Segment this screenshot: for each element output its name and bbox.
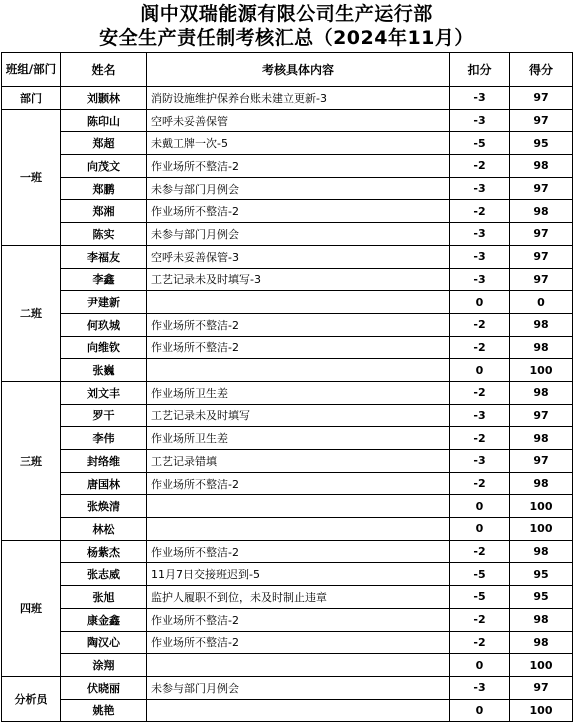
score-cell: 98 <box>510 381 573 404</box>
deduction-cell: -2 <box>450 381 510 404</box>
report-title: 安全生产责任制考核汇总（2024年11月） <box>99 27 474 49</box>
detail-cell: 工艺记录错填 <box>147 450 450 473</box>
deduction-cell: 0 <box>450 654 510 677</box>
name-cell: 张志威 <box>61 563 147 586</box>
deduction-cell: -5 <box>450 586 510 609</box>
detail-cell: 作业场所不整洁-2 <box>147 631 450 654</box>
score-cell: 97 <box>510 245 573 268</box>
group-cell: 三班 <box>2 381 61 540</box>
name-cell: 向维钦 <box>61 336 147 359</box>
score-cell: 98 <box>510 608 573 631</box>
detail-cell <box>147 359 450 382</box>
score-cell: 100 <box>510 654 573 677</box>
deduction-cell: -5 <box>450 132 510 155</box>
table-row <box>2 540 573 563</box>
table-row <box>2 518 573 541</box>
deduction-cell: 0 <box>450 699 510 722</box>
score-cell: 98 <box>510 200 573 223</box>
detail-cell: 作业场所不整洁-2 <box>147 200 450 223</box>
table-row <box>2 404 573 427</box>
table-row <box>2 200 573 223</box>
deduction-cell: -2 <box>450 540 510 563</box>
name-cell: 杨紫杰 <box>61 540 147 563</box>
table-row <box>2 699 573 722</box>
score-cell: 97 <box>510 676 573 699</box>
score-cell: 95 <box>510 132 573 155</box>
deduction-cell: -3 <box>450 245 510 268</box>
group-cell: 部门 <box>2 87 61 110</box>
score-cell: 98 <box>510 427 573 450</box>
detail-cell: 作业场所不整洁-2 <box>147 540 450 563</box>
table-row <box>2 155 573 178</box>
table-row <box>2 381 573 404</box>
header-detail: 考核具体内容 <box>147 53 450 87</box>
detail-cell: 作业场所不整洁-2 <box>147 155 450 178</box>
detail-cell <box>147 699 450 722</box>
name-cell: 唐国林 <box>61 472 147 495</box>
detail-cell <box>147 518 450 541</box>
table-row <box>2 450 573 473</box>
deduction-cell: -2 <box>450 608 510 631</box>
table-row <box>2 472 573 495</box>
detail-cell: 作业场所卫生差 <box>147 427 450 450</box>
group-cell: 四班 <box>2 540 61 676</box>
table-row <box>2 495 573 518</box>
detail-cell: 未参与部门月例会 <box>147 177 450 200</box>
name-cell: 伏晓丽 <box>61 676 147 699</box>
header-score: 得分 <box>510 53 573 87</box>
detail-cell: 消防设施维护保养台账未建立更新-3 <box>147 87 450 110</box>
deduction-cell: -2 <box>450 155 510 178</box>
table-row <box>2 313 573 336</box>
header-deduction: 扣分 <box>450 53 510 87</box>
score-cell: 100 <box>510 699 573 722</box>
title-block <box>0 0 573 52</box>
name-cell: 郑超 <box>61 132 147 155</box>
name-cell: 李鑫 <box>61 268 147 291</box>
deduction-cell: -2 <box>450 313 510 336</box>
deduction-cell: -2 <box>450 631 510 654</box>
score-cell: 98 <box>510 472 573 495</box>
name-cell: 涂翔 <box>61 654 147 677</box>
deduction-cell: 0 <box>450 518 510 541</box>
score-cell: 97 <box>510 404 573 427</box>
detail-cell: 空呼未妥善保管 <box>147 109 450 132</box>
name-cell: 姚艳 <box>61 699 147 722</box>
deduction-cell: -2 <box>450 472 510 495</box>
detail-cell: 作业场所不整洁-2 <box>147 336 450 359</box>
table-row <box>2 563 573 586</box>
name-cell: 郑鹏 <box>61 177 147 200</box>
score-cell: 98 <box>510 540 573 563</box>
detail-cell: 作业场所不整洁-2 <box>147 313 450 336</box>
score-cell: 98 <box>510 313 573 336</box>
table-row <box>2 359 573 382</box>
name-cell: 陶汉心 <box>61 631 147 654</box>
group-cell: 二班 <box>2 245 61 381</box>
deduction-cell: -3 <box>450 109 510 132</box>
score-cell: 100 <box>510 518 573 541</box>
score-cell: 97 <box>510 450 573 473</box>
deduction-cell: -3 <box>450 223 510 246</box>
deduction-cell: -3 <box>450 404 510 427</box>
name-cell: 刘颢林 <box>61 87 147 110</box>
name-cell: 张焕清 <box>61 495 147 518</box>
table-body <box>2 87 573 722</box>
name-cell: 罗干 <box>61 404 147 427</box>
table-row <box>2 631 573 654</box>
table-row <box>2 291 573 314</box>
deduction-cell: -3 <box>450 450 510 473</box>
score-cell: 97 <box>510 109 573 132</box>
detail-cell <box>147 495 450 518</box>
score-cell: 97 <box>510 223 573 246</box>
table-row <box>2 427 573 450</box>
score-cell: 100 <box>510 495 573 518</box>
name-cell: 康金鑫 <box>61 608 147 631</box>
score-cell: 97 <box>510 87 573 110</box>
detail-cell: 工艺记录未及时填写 <box>147 404 450 427</box>
table-row <box>2 336 573 359</box>
score-cell: 98 <box>510 155 573 178</box>
table-row <box>2 608 573 631</box>
header-name: 姓名 <box>61 53 147 87</box>
score-cell: 0 <box>510 291 573 314</box>
table-row <box>2 268 573 291</box>
table-row <box>2 654 573 677</box>
name-cell: 刘文丰 <box>61 381 147 404</box>
deduction-cell: -3 <box>450 87 510 110</box>
deduction-cell: -5 <box>450 563 510 586</box>
deduction-cell: 0 <box>450 291 510 314</box>
table-row <box>2 245 573 268</box>
score-cell: 98 <box>510 631 573 654</box>
detail-cell <box>147 291 450 314</box>
name-cell: 何玖城 <box>61 313 147 336</box>
deduction-cell: -2 <box>450 427 510 450</box>
detail-cell: 未戴工牌一次-5 <box>147 132 450 155</box>
detail-cell: 作业场所不整洁-2 <box>147 472 450 495</box>
deduction-cell: -3 <box>450 268 510 291</box>
name-cell: 陈实 <box>61 223 147 246</box>
table-row <box>2 132 573 155</box>
name-cell: 李伟 <box>61 427 147 450</box>
detail-cell <box>147 654 450 677</box>
group-cell: 分析员 <box>2 676 61 721</box>
name-cell: 尹建新 <box>61 291 147 314</box>
score-cell: 97 <box>510 177 573 200</box>
table-row <box>2 87 573 110</box>
name-cell: 陈印山 <box>61 109 147 132</box>
table-row <box>2 586 573 609</box>
score-cell: 98 <box>510 336 573 359</box>
name-cell: 向茂文 <box>61 155 147 178</box>
score-cell: 97 <box>510 268 573 291</box>
table-row <box>2 676 573 699</box>
detail-cell: 作业场所卫生差 <box>147 381 450 404</box>
deduction-cell: 0 <box>450 495 510 518</box>
table-row <box>2 177 573 200</box>
name-cell: 李福友 <box>61 245 147 268</box>
detail-cell: 未参与部门月例会 <box>147 223 450 246</box>
assessment-table <box>1 52 573 722</box>
deduction-cell: -3 <box>450 177 510 200</box>
name-cell: 张巍 <box>61 359 147 382</box>
table-row <box>2 109 573 132</box>
table-row <box>2 223 573 246</box>
score-cell: 95 <box>510 586 573 609</box>
detail-cell: 未参与部门月例会 <box>147 676 450 699</box>
detail-cell: 作业场所不整洁-2 <box>147 608 450 631</box>
detail-cell: 空呼未妥善保管-3 <box>147 245 450 268</box>
header-row <box>2 53 573 87</box>
score-cell: 100 <box>510 359 573 382</box>
detail-cell: 监护人履职不到位，未及时制止违章 <box>147 586 450 609</box>
detail-cell: 11月7日交接班迟到-5 <box>147 563 450 586</box>
name-cell: 封络维 <box>61 450 147 473</box>
deduction-cell: 0 <box>450 359 510 382</box>
deduction-cell: -2 <box>450 200 510 223</box>
detail-cell: 工艺记录未及时填写-3 <box>147 268 450 291</box>
group-cell: 一班 <box>2 109 61 245</box>
company-title: 阆中双瑞能源有限公司生产运行部 <box>140 3 433 25</box>
header-group: 班组/部门 <box>2 53 61 87</box>
deduction-cell: -3 <box>450 676 510 699</box>
name-cell: 郑湘 <box>61 200 147 223</box>
name-cell: 林松 <box>61 518 147 541</box>
score-cell: 95 <box>510 563 573 586</box>
name-cell: 张旭 <box>61 586 147 609</box>
deduction-cell: -2 <box>450 336 510 359</box>
